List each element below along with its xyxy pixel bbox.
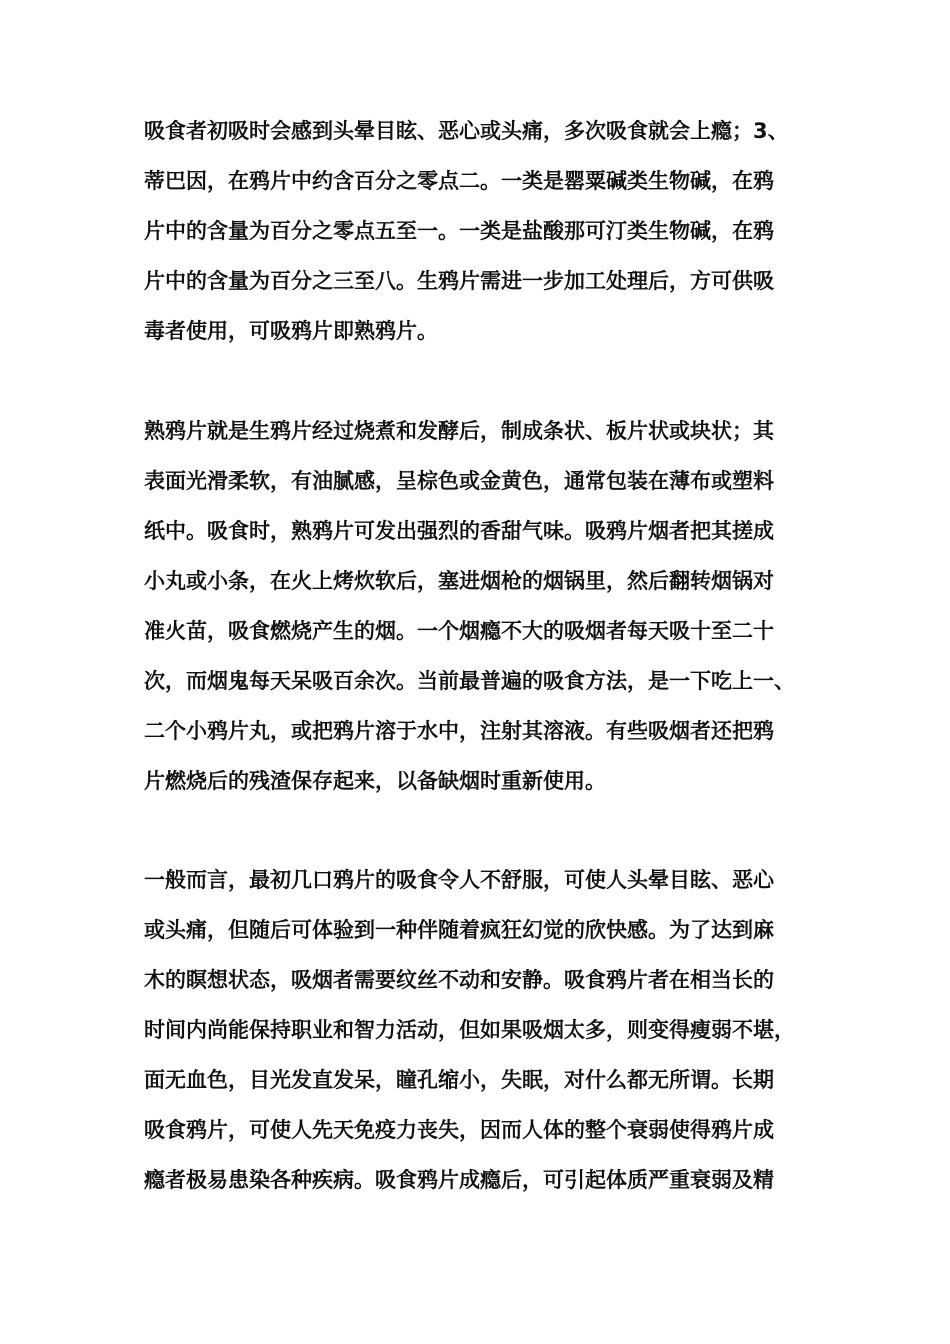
text-line: 二个小鸦片丸，或把鸦片溶于水中，注射其溶液。有些吸烟者还把鸦 — [144, 719, 774, 743]
paragraph-2 — [144, 406, 824, 806]
text-line: 吸食者初吸时会感到头晕目眩、恶心或头痛，多次吸食就会上瘾；3、 — [144, 119, 789, 143]
text-line: 时间内尚能保持职业和智力活动，但如果吸烟太多，则变得瘦弱不堪， — [144, 1018, 795, 1042]
text-line: 片中的含量为百分之三至八。生鸦片需进一步加工处理后，方可供吸 — [144, 269, 774, 293]
paragraph-1 — [144, 106, 824, 356]
text-line: 纸中。吸食时，熟鸦片可发出强烈的香甜气味。吸鸦片烟者把其搓成 — [144, 519, 774, 543]
text-line: 一般而言，最初几口鸦片的吸食令人不舒服，可使人头晕目眩、恶心 — [144, 868, 774, 892]
text-line: 面无血色，目光发直发呆，瞳孔缩小，失眠，对什么都无所谓。长期 — [144, 1068, 774, 1092]
text-line: 准火苗，吸食燃烧产生的烟。一个烟瘾不大的吸烟者每天吸十至二十 — [144, 619, 774, 643]
text-line: 毒者使用，可吸鸦片即熟鸦片。 — [144, 319, 438, 343]
text-line: 次，而烟鬼每天呆吸百余次。当前最普遍的吸食方法，是一下吃上一、 — [144, 669, 795, 693]
text-line: 表面光滑柔软，有油腻感，呈棕色或金黄色，通常包装在薄布或塑料 — [144, 469, 774, 493]
text-line: 瘾者极易患染各种疾病。吸食鸦片成瘾后，可引起体质严重衰弱及精 — [144, 1168, 774, 1192]
text-line: 木的瞑想状态，吸烟者需要纹丝不动和安静。吸食鸦片者在相当长的 — [144, 968, 774, 992]
text-line: 或头痛，但随后可体验到一种伴随着疯狂幻觉的欣快感。为了达到麻 — [144, 918, 774, 942]
text-line: 小丸或小条，在火上烤炊软后，塞进烟枪的烟锅里，然后翻转烟锅对 — [144, 569, 774, 593]
text-line: 片中的含量为百分之零点五至一。一类是盐酸那可汀类生物碱，在鸦 — [144, 219, 774, 243]
text-line: 蒂巴因，在鸦片中约含百分之零点二。一类是罂粟碱类生物碱，在鸦 — [144, 169, 774, 193]
text-line: 熟鸦片就是生鸦片经过烧煮和发酵后，制成条状、板片状或块状；其 — [144, 419, 774, 443]
text-line: 吸食鸦片，可使人先天免疫力丧失，因而人体的整个衰弱使得鸦片成 — [144, 1118, 774, 1142]
paragraph-3 — [144, 855, 824, 1205]
text-line: 片燃烧后的残渣保存起来，以备缺烟时重新使用。 — [144, 769, 606, 793]
